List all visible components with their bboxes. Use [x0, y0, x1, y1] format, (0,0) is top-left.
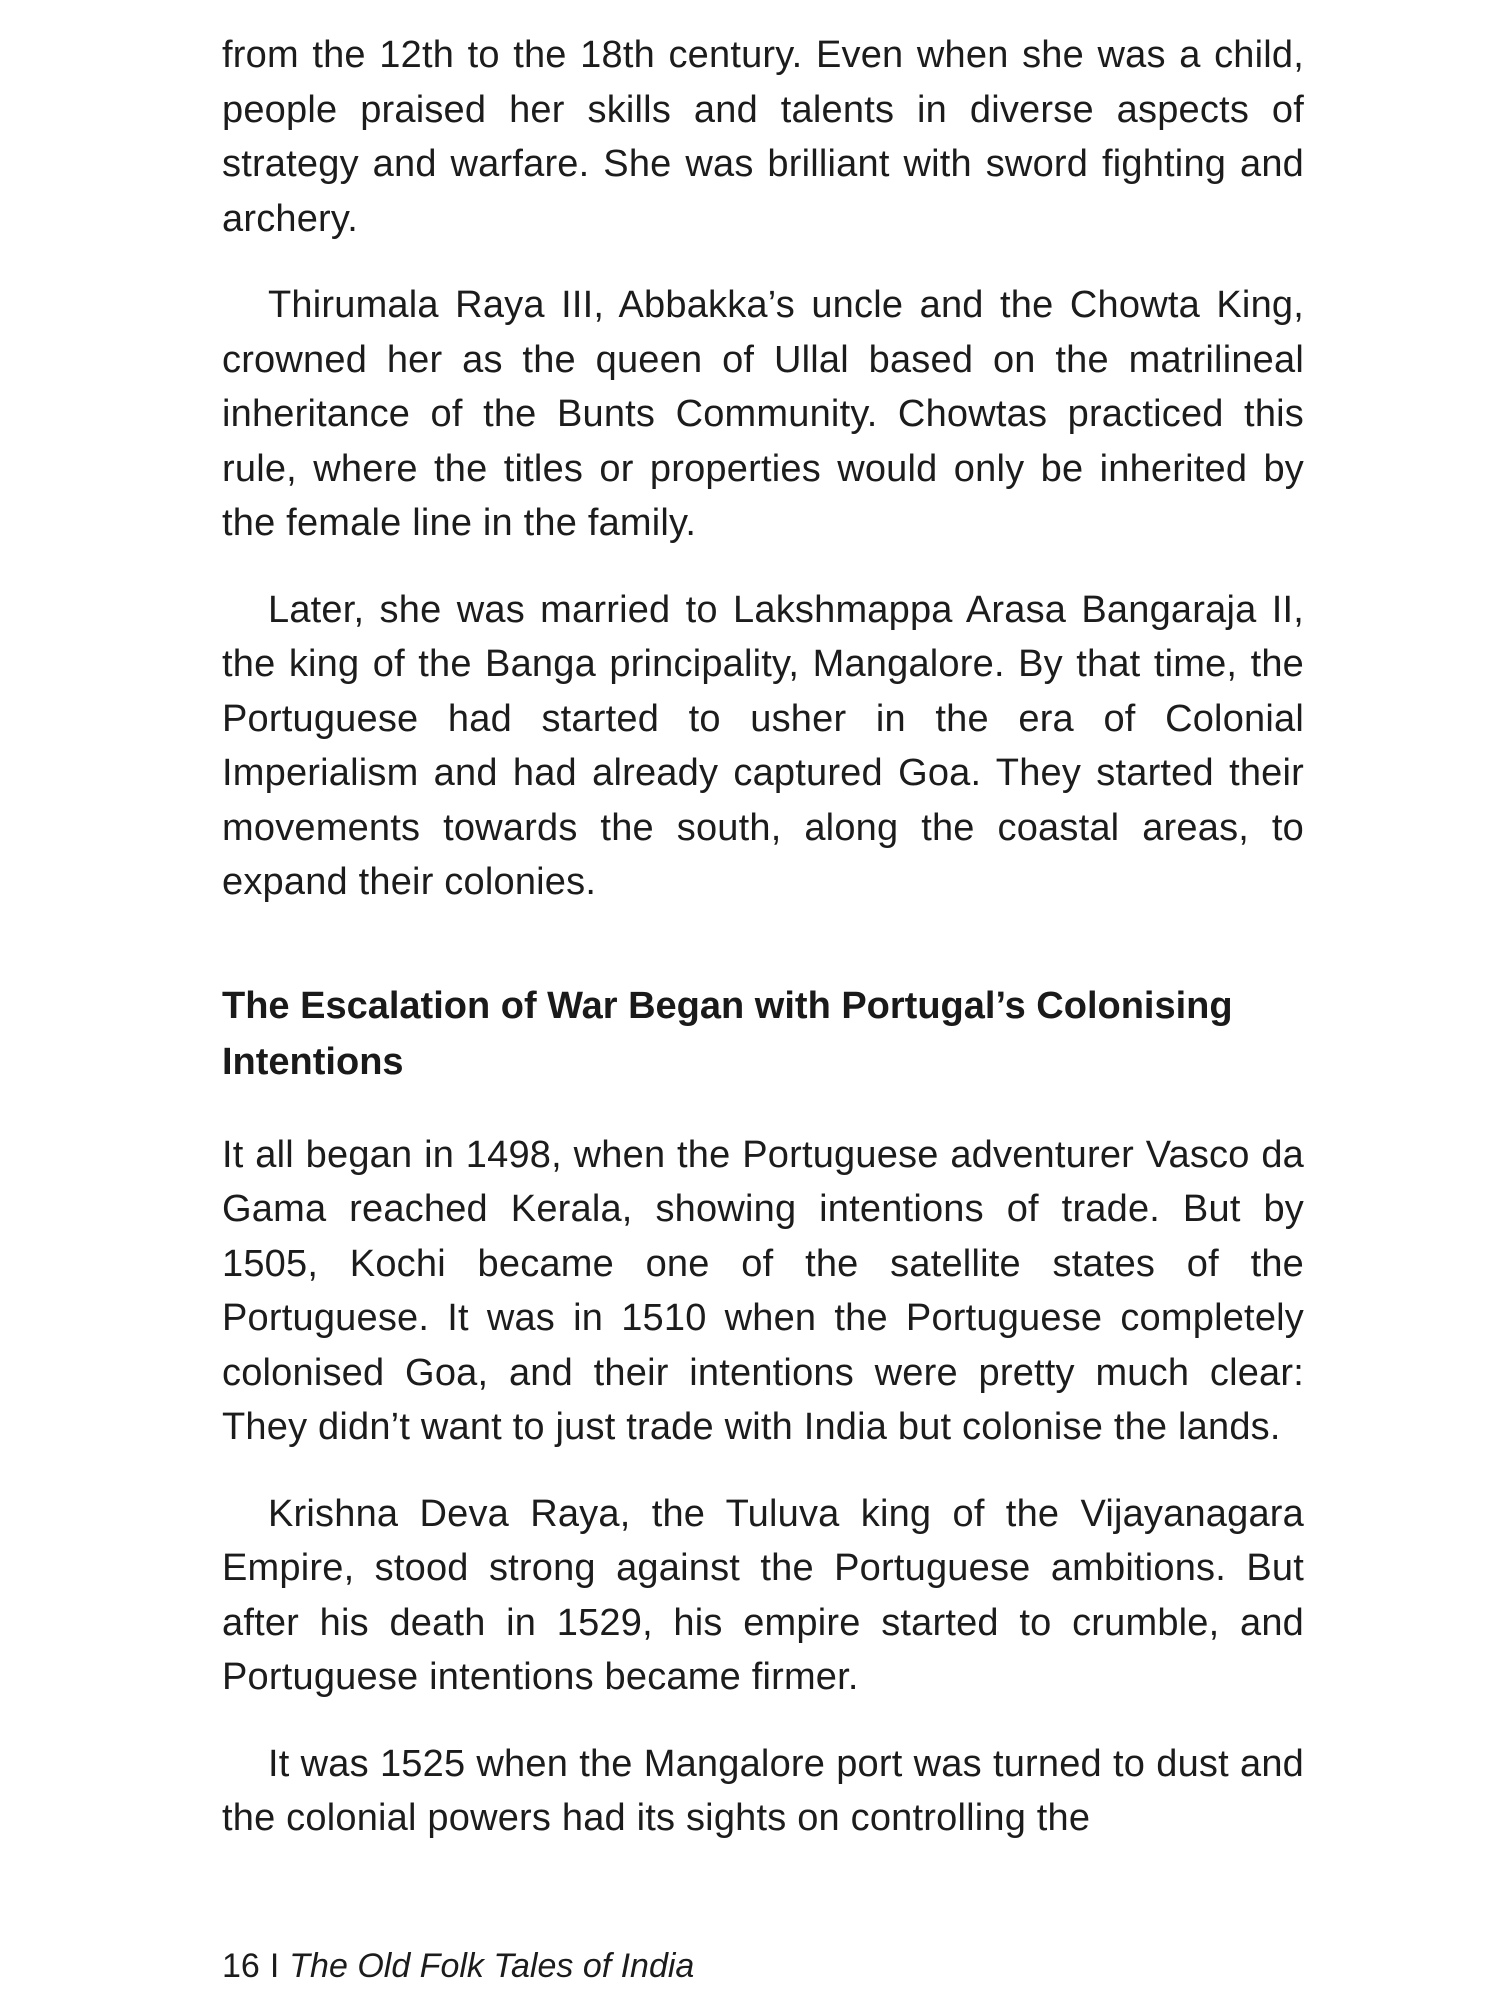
- book-title: The Old Folk Tales of India: [289, 1947, 695, 1985]
- page-number: 16: [222, 1947, 260, 1985]
- page-body: [222, 28, 1304, 1846]
- paragraph-2: Thirumala Raya III, Abbakka’s uncle and the Chowta King, crowned her as the queen of Ullal based on the matrilineal inheritance of the Bunts Community. Chowtas practiced this rule, where the titles or properties would only be inherited by the female line in the family.: [222, 284, 1304, 544]
- page-footer: [222, 1946, 694, 1986]
- paragraph-6: It was 1525 when the Mangalore port was turned to dust and the colonial powers had its sights on controlling the: [222, 1742, 1304, 1839]
- section-heading: The Escalation of War Began with Portugal’s Colonising Intentions: [222, 984, 1233, 1083]
- paragraph-5: Krishna Deva Raya, the Tuluva king of the Vijayanagara Empire, stood strong against the Portuguese ambitions. But after his death in 1529, his empire started to crumble, and Portuguese intentions became firmer.: [222, 1492, 1304, 1698]
- paragraph-4: It all began in 1498, when the Portuguese adventurer Vasco da Gama reached Kerala, showing intentions of trade. But by 1505, Kochi became one of the satellite states of the Portuguese. It was in 1510 when the Portuguese completely colonised Goa, and their intentions were pretty much clear: They didn’t want to just trade with India but colonise the lands.: [222, 1133, 1304, 1448]
- paragraph-3: Later, she was married to Lakshmappa Arasa Bangaraja II, the king of the Banga principality, Mangalore. By that time, the Portuguese had started to usher in the era of Colonial Imperialism and had already captured Goa. They started their movements towards the south, along the coastal areas, to expand their colonies.: [222, 588, 1304, 903]
- paragraph-1: from the 12th to the 18th century. Even when she was a child, people praised her skills and talents in diverse aspects of strategy and warfare. She was brilliant with sword fighting and archery.: [222, 34, 1304, 240]
- footer-separator: I: [269, 1947, 280, 1985]
